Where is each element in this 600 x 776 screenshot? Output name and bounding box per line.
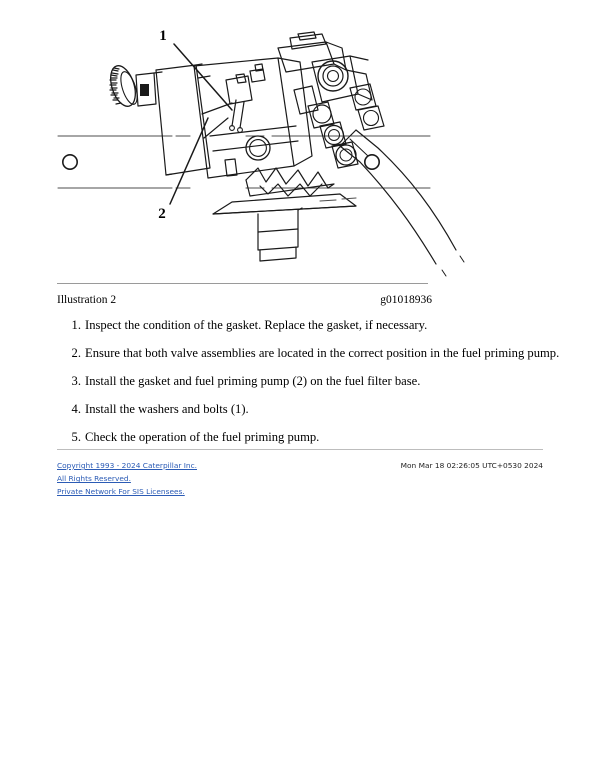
list-item xyxy=(66,346,560,361)
step-text: Inspect the condition of the gasket. Replace the gasket, if necessary. xyxy=(85,318,428,332)
figure-caption-label: Illustration 2 xyxy=(57,294,117,306)
private-network-link[interactable]: Private Network For SIS Licensees. xyxy=(57,487,185,497)
step-text: Install the washers and bolts (1). xyxy=(85,402,249,416)
step-number: 2. xyxy=(71,346,81,360)
pump-body xyxy=(194,58,312,178)
step-text: Check the operation of the fuel priming pump. xyxy=(85,430,320,444)
procedure-step-list xyxy=(66,318,560,458)
footer-link-group xyxy=(57,459,197,499)
callout-label-2: 2 xyxy=(158,206,166,222)
step-number: 3. xyxy=(71,374,81,388)
fuel-priming-pump-drawing xyxy=(50,18,550,280)
footer-timestamp: Mon Mar 18 02:26:05 UTC+0530 2024 xyxy=(400,461,543,470)
page-footer xyxy=(57,459,543,505)
list-item xyxy=(66,430,546,445)
outlet-nozzle xyxy=(213,194,356,261)
footer-separator-rule xyxy=(57,449,543,450)
step-text: Install the gasket and fuel priming pump (2) on the fuel filter base. xyxy=(85,374,421,388)
priming-knob xyxy=(106,63,162,110)
step-text: Ensure that both valve assemblies are located in the correct position in the fuel priming pump. xyxy=(85,346,560,360)
lower-bracket-detail xyxy=(246,168,334,196)
mounting-bolts-flange xyxy=(202,64,265,138)
figure-caption-row xyxy=(57,294,432,310)
list-item xyxy=(66,374,546,389)
figure-image-id: g01018936 xyxy=(380,294,432,306)
fuel-hose xyxy=(340,130,464,276)
rights-reserved-link[interactable]: All Rights Reserved. xyxy=(57,474,131,484)
bolt-hole-right xyxy=(365,155,379,169)
list-item xyxy=(66,402,546,417)
list-item xyxy=(66,318,546,333)
bolt-hole-left xyxy=(63,155,77,169)
callout-label-1: 1 xyxy=(159,28,167,44)
step-number: 4. xyxy=(71,402,81,416)
step-number: 5. xyxy=(71,430,81,444)
copyright-link[interactable]: Copyright 1993 - 2024 Caterpillar Inc. xyxy=(57,461,198,470)
figure-illustration xyxy=(50,18,550,280)
figure-separator-rule xyxy=(57,283,428,284)
step-number: 1. xyxy=(71,318,81,332)
pump-barrel xyxy=(156,64,210,175)
